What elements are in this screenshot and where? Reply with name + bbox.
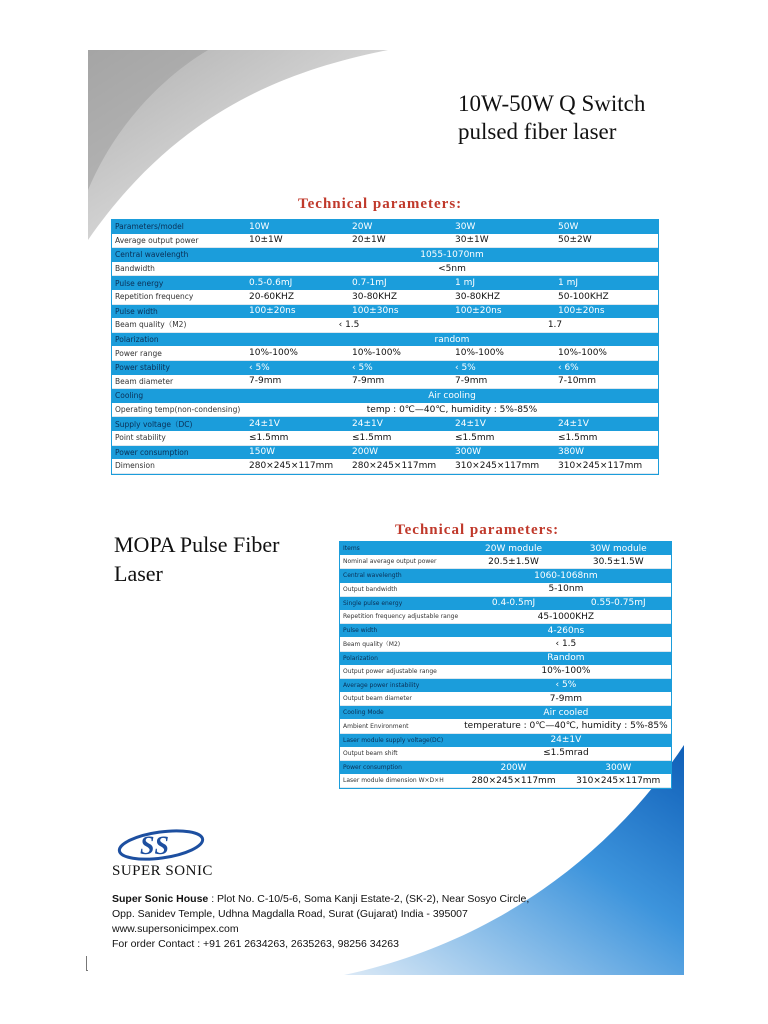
value-cell: <5nm: [246, 262, 658, 276]
mopa-title-line2: Laser: [114, 561, 163, 586]
value-cell: ‹ 5%: [349, 360, 452, 374]
value-cell: ≤1.5mm: [555, 431, 658, 445]
value-cell: 7-10mm: [555, 375, 658, 389]
value-cell: 5-10nm: [461, 583, 670, 597]
row-label: Repetition frequency: [112, 290, 246, 304]
header-cell: 10W: [246, 220, 349, 234]
website-text: www.supersonicimpex.com: [112, 923, 239, 935]
qswitch-title-line2: pulsed fiber laser: [458, 119, 617, 144]
table-row: [112, 375, 658, 389]
value-cell: 10±1W: [246, 234, 349, 248]
value-cell: 0.55-0.75mJ: [566, 596, 671, 610]
row-label: Operating temp(non-condensing): [112, 403, 246, 417]
value-cell: ‹ 5%: [461, 678, 670, 692]
company-address-block: [112, 892, 562, 952]
value-cell: 300W: [452, 445, 555, 459]
table-row: [112, 459, 658, 473]
row-label: Output beam diameter: [340, 692, 461, 706]
value-cell: random: [246, 332, 658, 346]
value-cell: 20±1W: [349, 234, 452, 248]
value-cell: 24±1V: [246, 417, 349, 431]
row-label: Cooling Mode: [340, 706, 461, 720]
value-cell: 380W: [555, 445, 658, 459]
value-cell: 100±30ns: [349, 304, 452, 318]
address-line-2: Opp. Sanidev Temple, Udhna Magdalla Road, Surat (Gujarat) India - 395007: [112, 908, 468, 920]
value-cell: ≤1.5mm: [452, 431, 555, 445]
value-cell: 10%-100%: [349, 346, 452, 360]
row-label: Power range: [112, 346, 246, 360]
value-cell: ‹ 5%: [452, 360, 555, 374]
value-cell: temp : 0℃—40℃, humidity : 5%-85%: [246, 403, 658, 417]
table-row: [112, 290, 658, 304]
value-cell: 50-100KHZ: [555, 290, 658, 304]
value-cell: 20-60KHZ: [246, 290, 349, 304]
row-label: Power stability: [112, 360, 246, 374]
svg-text:SS: SS: [140, 831, 169, 860]
table-row: [340, 706, 671, 720]
row-label: Average power instability: [340, 678, 461, 692]
qswitch-title-line1: 10W-50W Q Switch: [458, 91, 646, 116]
value-cell: 1 mJ: [555, 276, 658, 290]
table-row: [340, 596, 671, 610]
value-cell: 310×245×117mm: [555, 459, 658, 473]
value-cell: 1 mJ: [452, 276, 555, 290]
table-row: [112, 318, 658, 332]
mopa-params-table: [340, 542, 671, 788]
value-cell: 24±1V: [461, 733, 670, 747]
value-cell: ‹ 5%: [246, 360, 349, 374]
value-cell: 50±2W: [555, 234, 658, 248]
row-label: Average output power: [112, 234, 246, 248]
table-row: [112, 360, 658, 374]
header-cell: 20W module: [461, 542, 566, 555]
row-label: Dimension: [112, 459, 246, 473]
mopa-title-line1: MOPA Pulse Fiber: [114, 532, 280, 557]
table-row: [340, 610, 671, 624]
value-cell: 20.5±1.5W: [461, 555, 566, 569]
row-label: Laser module supply voltage(DC): [340, 733, 461, 747]
row-label: Output beam shift: [340, 747, 461, 761]
value-cell: 10%-100%: [461, 665, 670, 679]
value-cell: 100±20ns: [555, 304, 658, 318]
table-row: [112, 248, 658, 262]
value-cell: 24±1V: [452, 417, 555, 431]
table-row: [340, 569, 671, 583]
table-row: [340, 774, 671, 788]
value-cell: 280×245×117mm: [461, 774, 566, 788]
header-cell: 30W module: [566, 542, 671, 555]
value-cell: 24±1V: [555, 417, 658, 431]
value-cell: 0.7-1mJ: [349, 276, 452, 290]
value-cell: Air cooled: [461, 706, 670, 720]
value-cell: 100±20ns: [246, 304, 349, 318]
table-row: [112, 417, 658, 431]
row-label: Polarization: [112, 332, 246, 346]
value-cell: 7-9mm: [246, 375, 349, 389]
row-label: Bandwidth: [112, 262, 246, 276]
table-row: [112, 445, 658, 459]
company-house: Super Sonic House: [112, 893, 209, 905]
value-cell: 7-9mm: [452, 375, 555, 389]
table-row: [340, 678, 671, 692]
table-row: [112, 276, 658, 290]
address-line-1: : Plot No. C-10/5-6, Soma Kanji Estate-2, (SK-2), Near Sosyo Circle,: [208, 893, 530, 905]
value-cell: 200W: [349, 445, 452, 459]
row-label: Single pulse energy: [340, 596, 461, 610]
table-row: [112, 389, 658, 403]
table-row: [340, 761, 671, 775]
value-cell: ‹ 6%: [555, 360, 658, 374]
row-label: Pulse width: [112, 304, 246, 318]
value-cell: 100±20ns: [452, 304, 555, 318]
row-label: Beam quality（M2): [340, 637, 461, 651]
header-cell: Items: [340, 542, 461, 555]
row-label: Power consumption: [112, 445, 246, 459]
mopa-title: [114, 530, 314, 588]
value-cell: 280×245×117mm: [246, 459, 349, 473]
value-cell: 45-1000KHZ: [461, 610, 670, 624]
table-row: [112, 332, 658, 346]
qswitch-params-table: [112, 220, 658, 474]
table-header-row: [112, 220, 658, 234]
table-row: [340, 733, 671, 747]
row-label: Pulse energy: [112, 276, 246, 290]
contact-text: For order Contact : +91 261 2634263, 2635263, 98256 34263: [112, 938, 399, 950]
table-row: [112, 234, 658, 248]
value-cell: 300W: [566, 761, 671, 775]
value-cell: Air cooling: [246, 389, 658, 403]
row-label: Laser module dimension W×D×H: [340, 774, 461, 788]
row-label: Beam diameter: [112, 375, 246, 389]
value-cell: 30-80KHZ: [349, 290, 452, 304]
value-cell: 1055-1070nm: [246, 248, 658, 262]
row-label: Pulse width: [340, 624, 461, 638]
value-cell: ≤1.5mm: [349, 431, 452, 445]
tech-params-heading-2: Technical parameters:: [395, 522, 560, 538]
table-row: [112, 403, 658, 417]
row-label: Repetition frequency adjustable range: [340, 610, 461, 624]
value-cell: 200W: [461, 761, 566, 775]
value-cell: 30.5±1.5W: [566, 555, 671, 569]
row-label: Beam quality（M2): [112, 318, 246, 332]
value-cell: ‹ 1.5: [246, 318, 452, 332]
row-label: Central wavelength: [112, 248, 246, 262]
value-cell: 310×245×117mm: [566, 774, 671, 788]
table-row: [340, 624, 671, 638]
row-label: Polarization: [340, 651, 461, 665]
value-cell: 310×245×117mm: [452, 459, 555, 473]
table-row: [340, 692, 671, 706]
table-row: [340, 637, 671, 651]
table-row: [112, 431, 658, 445]
value-cell: 4-260ns: [461, 624, 670, 638]
table-row: [112, 262, 658, 276]
brand-name: SUPER SONIC: [112, 863, 213, 879]
value-cell: 10%-100%: [555, 346, 658, 360]
brochure-page: [88, 50, 684, 975]
header-cell: 30W: [452, 220, 555, 234]
table-row: [112, 346, 658, 360]
value-cell: ≤1.5mm: [246, 431, 349, 445]
value-cell: 30±1W: [452, 234, 555, 248]
row-label: Cooling: [112, 389, 246, 403]
value-cell: 10%-100%: [246, 346, 349, 360]
table-row: [340, 719, 671, 733]
header-cell: 20W: [349, 220, 452, 234]
row-label: Nominal average output power: [340, 555, 461, 569]
value-cell: 24±1V: [349, 417, 452, 431]
table-row: [340, 665, 671, 679]
value-cell: 0.4-0.5mJ: [461, 596, 566, 610]
row-label: Output power adjustable range: [340, 665, 461, 679]
value-cell: 1.7: [452, 318, 658, 332]
value-cell: 1060-1068nm: [461, 569, 670, 583]
table-header-row: [340, 542, 671, 555]
table-row: [340, 555, 671, 569]
value-cell: Random: [461, 651, 670, 665]
value-cell: 10%-100%: [452, 346, 555, 360]
row-label: Point stability: [112, 431, 246, 445]
row-label: Central wavelength: [340, 569, 461, 583]
value-cell: ‹ 1.5: [461, 637, 670, 651]
value-cell: 150W: [246, 445, 349, 459]
row-label: Ambient Environment: [340, 719, 461, 733]
value-cell: ≤1.5mrad: [461, 747, 670, 761]
value-cell: 30-80KHZ: [452, 290, 555, 304]
header-cell: 50W: [555, 220, 658, 234]
row-label: Supply voltage（DC): [112, 417, 246, 431]
qswitch-title: [458, 90, 678, 146]
table-row: [340, 583, 671, 597]
value-cell: 7-9mm: [349, 375, 452, 389]
super-sonic-logo-icon: [116, 826, 206, 864]
table-row: [340, 747, 671, 761]
value-cell: temperature : 0℃—40℃, humidity : 5%-85%: [461, 719, 670, 733]
table-row: [112, 304, 658, 318]
row-label: Power consumption: [340, 761, 461, 775]
tech-params-heading-1: Technical parameters:: [298, 196, 463, 212]
value-cell: 7-9mm: [461, 692, 670, 706]
table-row: [340, 651, 671, 665]
value-cell: 280×245×117mm: [349, 459, 452, 473]
header-cell: Parameters/model: [112, 220, 246, 234]
value-cell: 0.5-0.6mJ: [246, 276, 349, 290]
row-label: Output bandwidth: [340, 583, 461, 597]
